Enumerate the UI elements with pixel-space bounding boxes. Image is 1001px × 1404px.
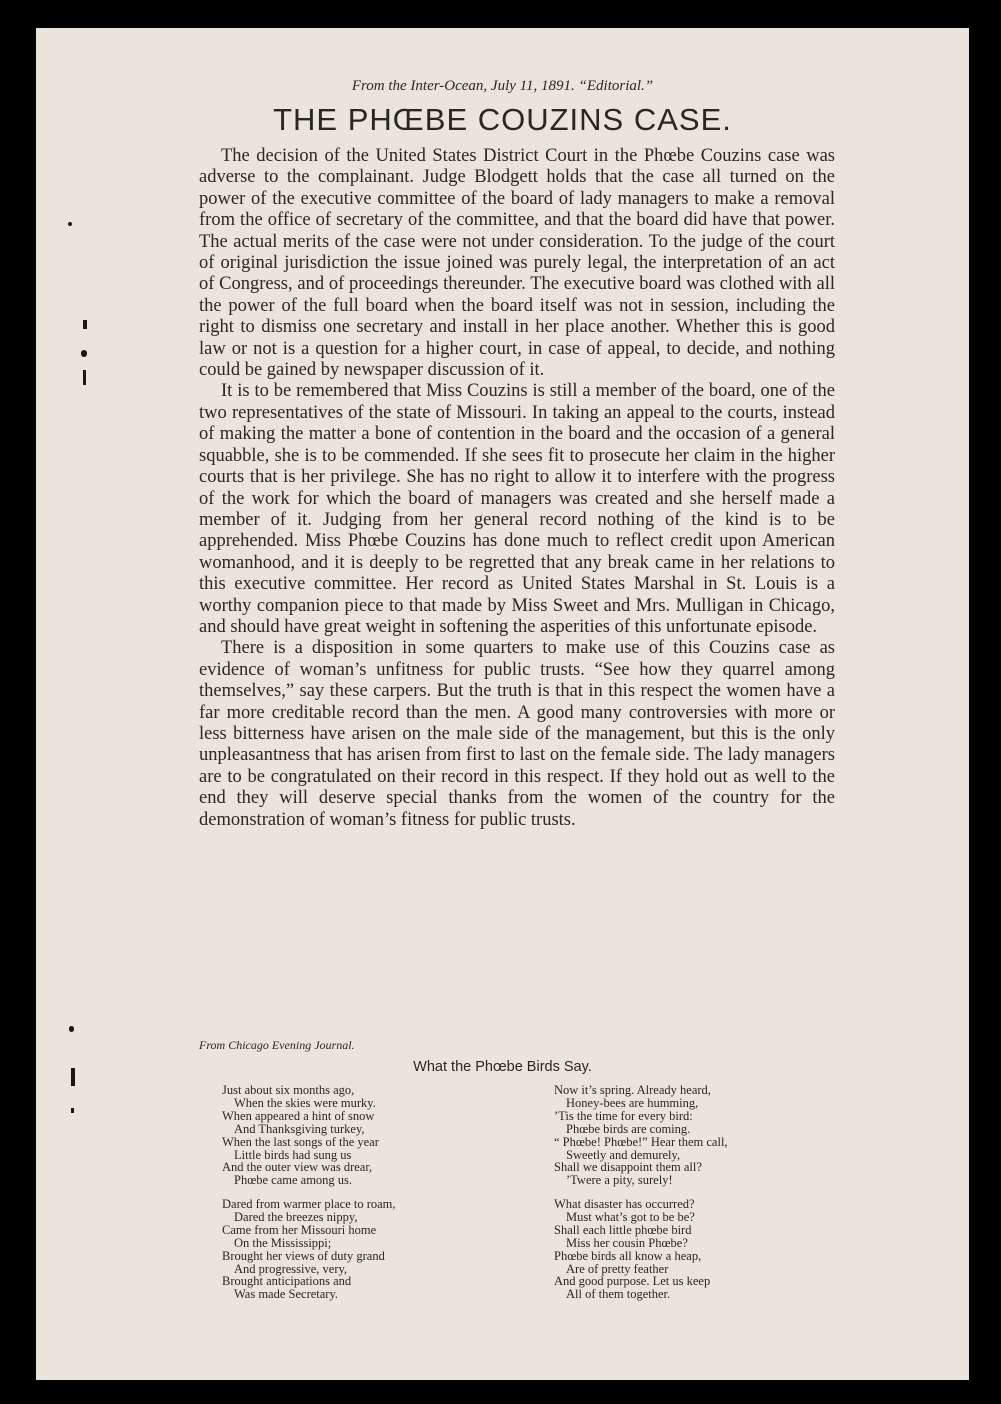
ink-mark — [71, 1108, 74, 1113]
ink-mark — [81, 350, 87, 357]
poem-line: Sweetly and demurely, — [566, 1147, 681, 1162]
poem-line: Phœbe birds are coming. — [566, 1121, 691, 1136]
poem-stanza — [554, 1198, 710, 1301]
poem-line: Shall we disappoint them all? — [554, 1160, 702, 1175]
poem-line: When the skies were murky. — [234, 1095, 376, 1110]
poem-line: Miss her cousin Phœbe? — [566, 1235, 688, 1250]
poem-line: Now it’s spring. Already heard, — [554, 1083, 711, 1097]
poem-line: Shall each little phœbe bird — [554, 1222, 692, 1237]
poem-line: Just about six months ago, — [222, 1083, 355, 1097]
poem-line: Dared from warmer place to roam, — [222, 1197, 396, 1211]
poem-line: Dared the breezes nippy, — [234, 1209, 358, 1224]
poem-title: What the Phœbe Birds Say. — [413, 1059, 592, 1075]
ink-mark — [68, 222, 72, 226]
poem-line: On the Mississippi; — [234, 1235, 332, 1250]
poem-line: And the outer view was drear, — [222, 1160, 373, 1175]
poem-line: Brought anticipations and — [222, 1274, 352, 1289]
poem-line: Brought her views of duty grand — [222, 1248, 385, 1263]
poem-line: All of them together. — [566, 1287, 671, 1302]
poem-line: Must what’s got to be be? — [566, 1209, 695, 1224]
ink-mark — [71, 1068, 75, 1086]
poem-line: Honey-bees are humming, — [566, 1095, 699, 1110]
poem-line: Phœbe birds all know a heap, — [554, 1248, 702, 1263]
ink-mark — [83, 370, 86, 385]
poem-line: ’Tis the time for every bird: — [554, 1108, 693, 1123]
poem-line: Phœbe came among us. — [234, 1173, 353, 1188]
poem-stanza — [554, 1084, 728, 1187]
source-line: From the Inter-Ocean, July 11, 1891. “Editorial.” — [351, 78, 654, 94]
poem-line: “ Phœbe! Phœbe!” Hear them call, — [554, 1134, 728, 1149]
poem-stanza — [222, 1084, 379, 1187]
editorial-paragraph: The decision of the United States District Court in the Phœbe Couzins case was adverse to the complainant. Judge Blodgett holds that the case all turned on the power of the executive committee of the board of lady managers to make a removal from the office of secretary of the committee, and that the board did have that power. The actual merits of the case were not under consideration. To the judge of the court of original jurisdiction the issue joined was purely legal, the interpretation of an act of Congress, and of proceedings thereunder. The executive board was clothed with all the power of the full board when the board itself was not in session, including the right to dismiss one secretary and install in her place another. Whether this is good law or not is a question for a higher court, in case of appeal, to decide, and nothing could be gained by newspaper discussion of it. — [199, 146, 835, 381]
poem-source: From Chicago Evening Journal. — [199, 1038, 355, 1052]
poem-line: When the last songs of the year — [222, 1134, 379, 1149]
poem-stanza — [222, 1198, 396, 1301]
poem-line: And Thanksgiving turkey, — [234, 1121, 365, 1136]
poem-line: Was made Secretary. — [234, 1287, 339, 1302]
ink-mark — [69, 1026, 74, 1032]
poem-line: Came from her Missouri home — [222, 1222, 377, 1237]
poem-line: When appeared a hint of snow — [222, 1108, 375, 1123]
poem-line: What disaster has occurred? — [554, 1197, 695, 1211]
page-title: THE PHŒBE COUZINS CASE. — [273, 102, 732, 137]
poem-line: And good purpose. Let us keep — [554, 1274, 711, 1289]
ink-mark — [83, 320, 87, 329]
poem-line: ’Twere a pity, surely! — [566, 1173, 673, 1188]
document-page — [36, 28, 969, 1380]
editorial-paragraph: There is a disposition in some quarters to make use of this Couzins case as evidence of woman’s unfitness for public trusts. “See how they quarrel among themselves,” say these carpers. But the truth is that in this respect the women have a far more creditable record than the men. A good many controversies with more or less bitterness have arisen on the male side of the management, but this is the only unpleasantness that has arisen from first to last on the female side. The lady managers are to be congratulated on their record in this respect. If they hold out as well to the end they will deserve special thanks from the women of the country for the demonstration of woman’s fitness for public trusts. — [199, 638, 835, 830]
editorial-paragraph: It is to be remembered that Miss Couzins is still a member of the board, one of the two representatives of the state of Missouri. In taking an appeal to the courts, instead of making the matter a bone of contention in the board and the occasion of a general squabble, she is to be commended. If she sees fit to prosecute her claim in the higher courts that is her privilege. She has no right to allow it to interfere with the progress of the work for which the board of managers was created and she herself made a member of it. Judging from her general record nothing of the kind is to be apprehended. Miss Phœbe Couzins has done much to reflect credit upon American womanhood, and it is deeply to be regretted that any break came in her relations to this executive committee. Her record as United States Marshal in St. Louis is a worthy companion piece to that made by Miss Sweet and Mrs. Mulligan in Chicago, and should have great weight in softening the asperities of this unfortunate episode. — [199, 381, 835, 637]
poem-line: Are of pretty feather — [566, 1261, 669, 1276]
poem-line: Little birds had sung us — [234, 1147, 352, 1162]
editorial-body — [199, 146, 835, 831]
poem-line: And progressive, very, — [234, 1261, 348, 1276]
